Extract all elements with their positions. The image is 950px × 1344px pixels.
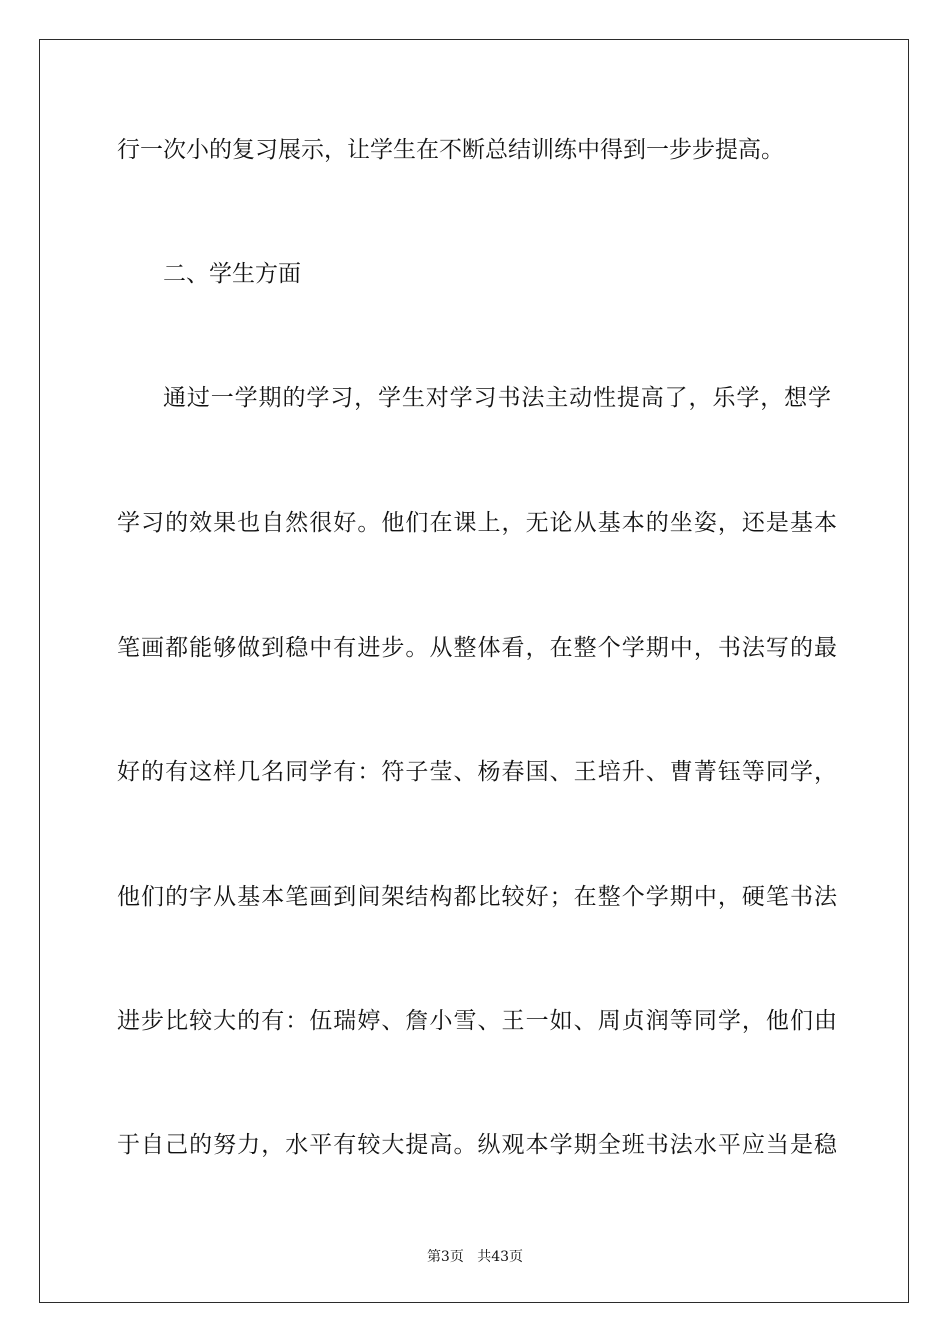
page-number: 第3页 (426, 1249, 464, 1265)
text-line-9: 于自己的努力，水平有较大提高。纵观本学期全班书法水平应当是稳 (117, 1132, 837, 1158)
section-heading: 二、学生方面 (163, 261, 301, 287)
text-line-6: 好的有这样几名同学有：符子莹、杨春国、王培升、曹菁钰等同学， (117, 759, 837, 785)
text-line-7: 他们的字从基本笔画到间架结构都比较好；在整个学期中，硬笔书法 (117, 884, 837, 910)
page-total: 共43页 (477, 1249, 524, 1265)
page-footer (0, 1248, 950, 1266)
text-line-3: 通过一学期的学习，学生对学习书法主动性提高了，乐学，想学 (163, 385, 831, 411)
text-line-5: 笔画都能够做到稳中有进步。从整体看，在整个学期中，书法写的最 (117, 635, 837, 661)
text-line-4: 学习的效果也自然很好。他们在课上，无论从基本的坐姿，还是基本 (117, 510, 837, 536)
text-line-8: 进步比较大的有：伍瑞婷、詹小雪、王一如、周贞润等同学，他们由 (117, 1008, 837, 1034)
text-line-1: 行一次小的复习展示，让学生在不断总结训练中得到一步步提高。 (117, 137, 784, 163)
page-border (39, 39, 909, 1303)
